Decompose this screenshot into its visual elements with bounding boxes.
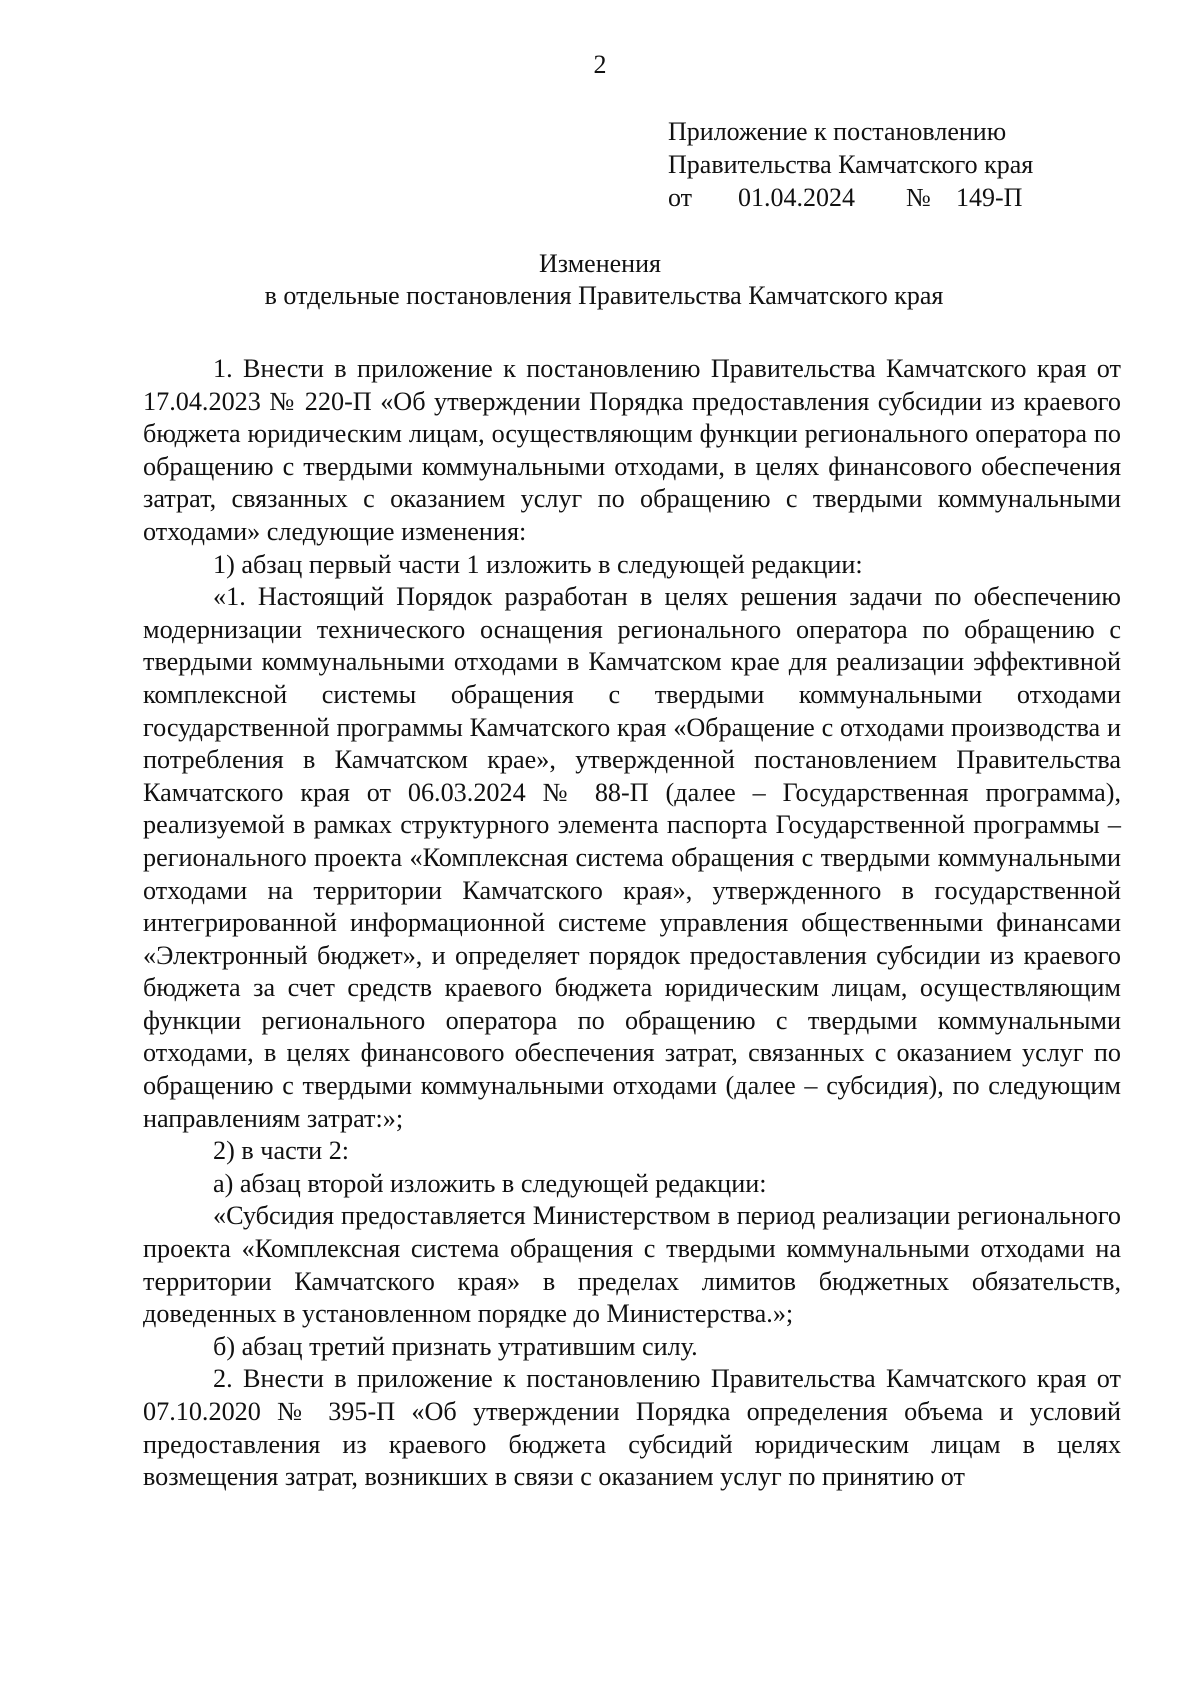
paragraph-4: 2) в части 2:	[213, 1136, 350, 1166]
appendix-line-1: Приложение к постановлению	[668, 117, 1007, 146]
paragraph-5: а) абзац второй изложить в следующей редакции:	[213, 1168, 767, 1198]
paragraph-6: «Субсидия предоставляется Министерством в период реализации регионального проекта «Комплексная система обращения с твердыми коммунальными отходами на территории Камчатского края» в пределах лимитов бюджетных обязательств, доведенных в установленном порядке до Министерства.»;	[143, 1201, 1121, 1329]
page-number: 2	[593, 50, 607, 79]
paragraph-1: 1. Внести в приложение к постановлению Правительства Камчатского края от 17.04.2023 № 220-П «Об утверждении Порядка предоставления субсидии из краевого бюджета юридическим лицам, осуществляющим функции регионального оператора по обращению с твердыми коммунальными отходами, в целях финансового обеспечения затрат, связанных с оказанием услуг по обращению с твердыми коммунальными отходами» следующие изменения:	[143, 354, 1121, 546]
heading-title: Изменения	[539, 249, 661, 278]
paragraph-8: 2. Внести в приложение к постановлению Правительства Камчатского края от 07.10.2020 № 395-П «Об утверждении Порядка определения объема и условий предоставления из краевого бюджета субсидий юридическим лицам в целях возмещения затрат, возникших в связи с оказанием услуг по принятию от	[143, 1364, 1121, 1492]
paragraph-7: б) абзац третий признать утратившим силу.	[213, 1331, 698, 1361]
paragraph-2: 1) абзац первый части 1 изложить в следующей редакции:	[213, 549, 863, 579]
appendix-line-2: Правительства Камчатского края	[668, 150, 1034, 179]
heading-subtitle: в отдельные постановления Правительства Камчатского края	[264, 281, 944, 310]
document-body	[143, 353, 1121, 1494]
appendix-ot: от	[668, 183, 693, 212]
appendix-number-sign: №	[906, 183, 931, 212]
appendix-number: 149-П	[956, 183, 1023, 212]
document-heading	[0, 248, 1200, 312]
appendix-meta	[668, 181, 1033, 214]
appendix-date: 01.04.2024	[738, 183, 855, 212]
paragraph-3: «1. Настоящий Порядок разработан в целях решения задачи по обеспечению модернизации технического оснащения регионального оператора по обращению с твердыми коммунальными отходами в Камчатском крае для реализации эффективной комплексной системы обращения с твердыми коммунальными отходами государственной программы Камчатского края «Обращение с отходами производства и потребления в Камчатском крае», утвержденной постановлением Правительства Камчатского края от 06.03.2024 № 88-П (далее – Государственная программа), реализуемой в рамках структурного элемента паспорта Государственной программы – регионального проекта «Комплексная система обращения с твердыми коммунальными отходами на территории Камчатского края», утвержденного в государственной интегрированной информационной системе управления общественными финансами «Электронный бюджет», и определяет порядок предоставления субсидии из краевого бюджета за счет средств краевого бюджета юридическим лицам, осуществляющим функции регионального оператора по обращению с твердыми коммунальными отходами, в целях финансового обеспечения затрат, связанных с оказанием услуг по обращению с твердыми коммунальными отходами (далее – субсидия), по следующим направлениям затрат:»;	[143, 582, 1121, 1133]
appendix-block	[668, 115, 1033, 214]
